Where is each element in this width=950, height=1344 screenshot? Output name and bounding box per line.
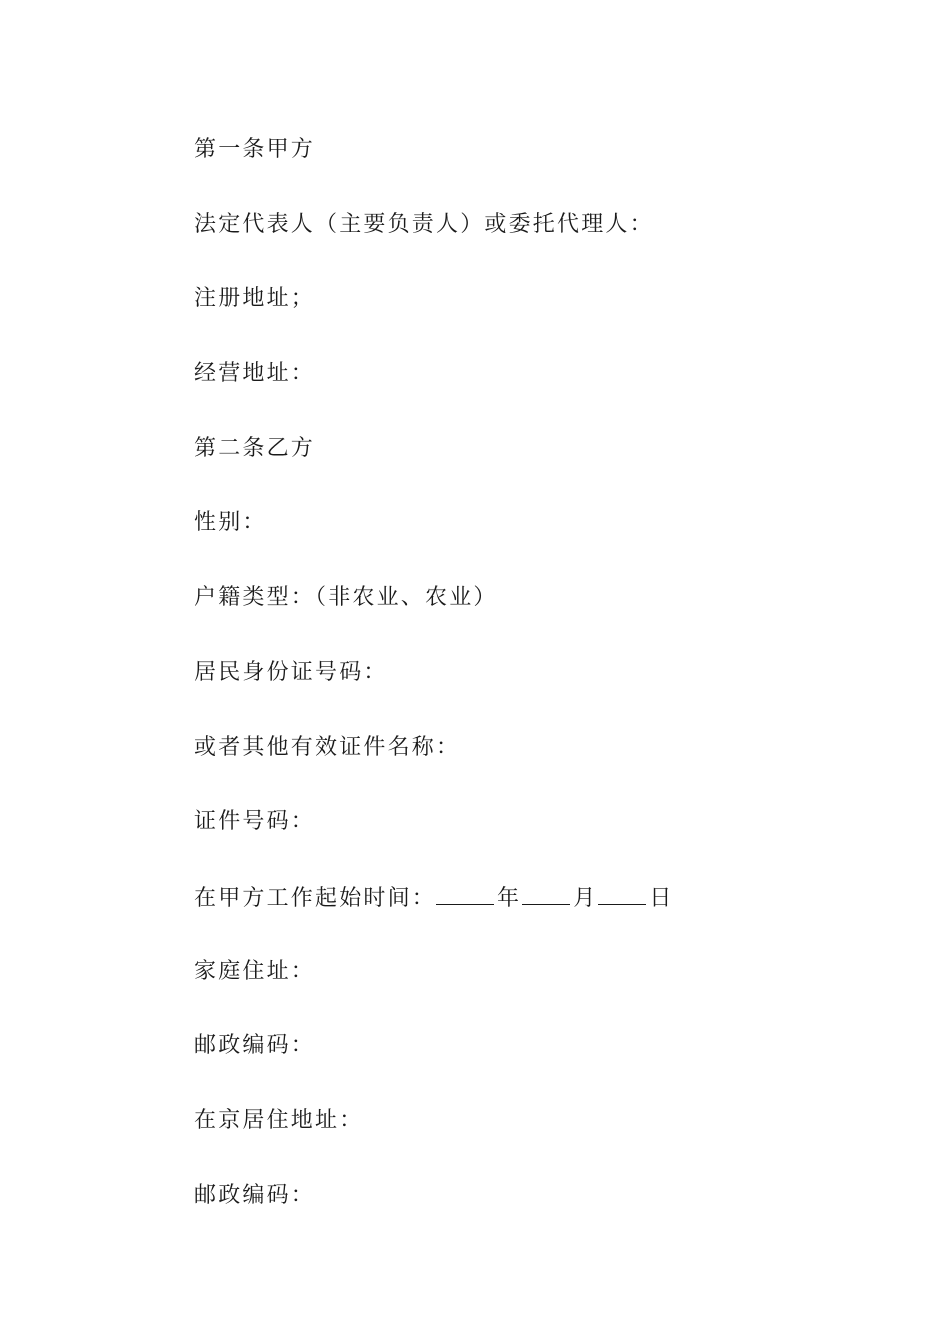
certificate-number-label: 证件号码： xyxy=(194,809,316,835)
day-unit: 日 xyxy=(649,885,674,911)
beijing-address-label: 在京居住地址： xyxy=(194,1107,364,1133)
party-b-heading: 第二条乙方 xyxy=(194,435,316,461)
registered-address-label: 注册地址； xyxy=(194,286,316,312)
start-date-label: 在甲方工作起始时间： xyxy=(194,885,437,911)
household-type-label: 户籍类型：（非农业、农业） xyxy=(194,585,498,611)
business-address-label: 经营地址： xyxy=(194,361,316,387)
party-a-heading: 第一条甲方 xyxy=(194,137,316,162)
other-certificate-name-label: 或者其他有效证件名称： xyxy=(194,734,461,760)
home-address-label: 家庭住址： xyxy=(194,958,316,984)
beijing-postal-code-label: 邮政编码： xyxy=(194,1182,316,1208)
id-card-number-label: 居民身份证号码： xyxy=(194,659,388,685)
postal-code-label: 邮政编码： xyxy=(194,1033,316,1059)
month-unit: 月 xyxy=(573,885,598,911)
year-blank xyxy=(436,878,494,905)
day-blank xyxy=(598,878,646,905)
year-unit: 年 xyxy=(497,885,522,911)
month-blank xyxy=(522,878,570,905)
legal-representative-label: 法定代表人（主要负责人）或委托代理人： xyxy=(194,211,654,237)
contract-field-list xyxy=(194,131,674,1251)
start-date-line xyxy=(194,878,674,953)
gender-label: 性别： xyxy=(194,510,267,536)
